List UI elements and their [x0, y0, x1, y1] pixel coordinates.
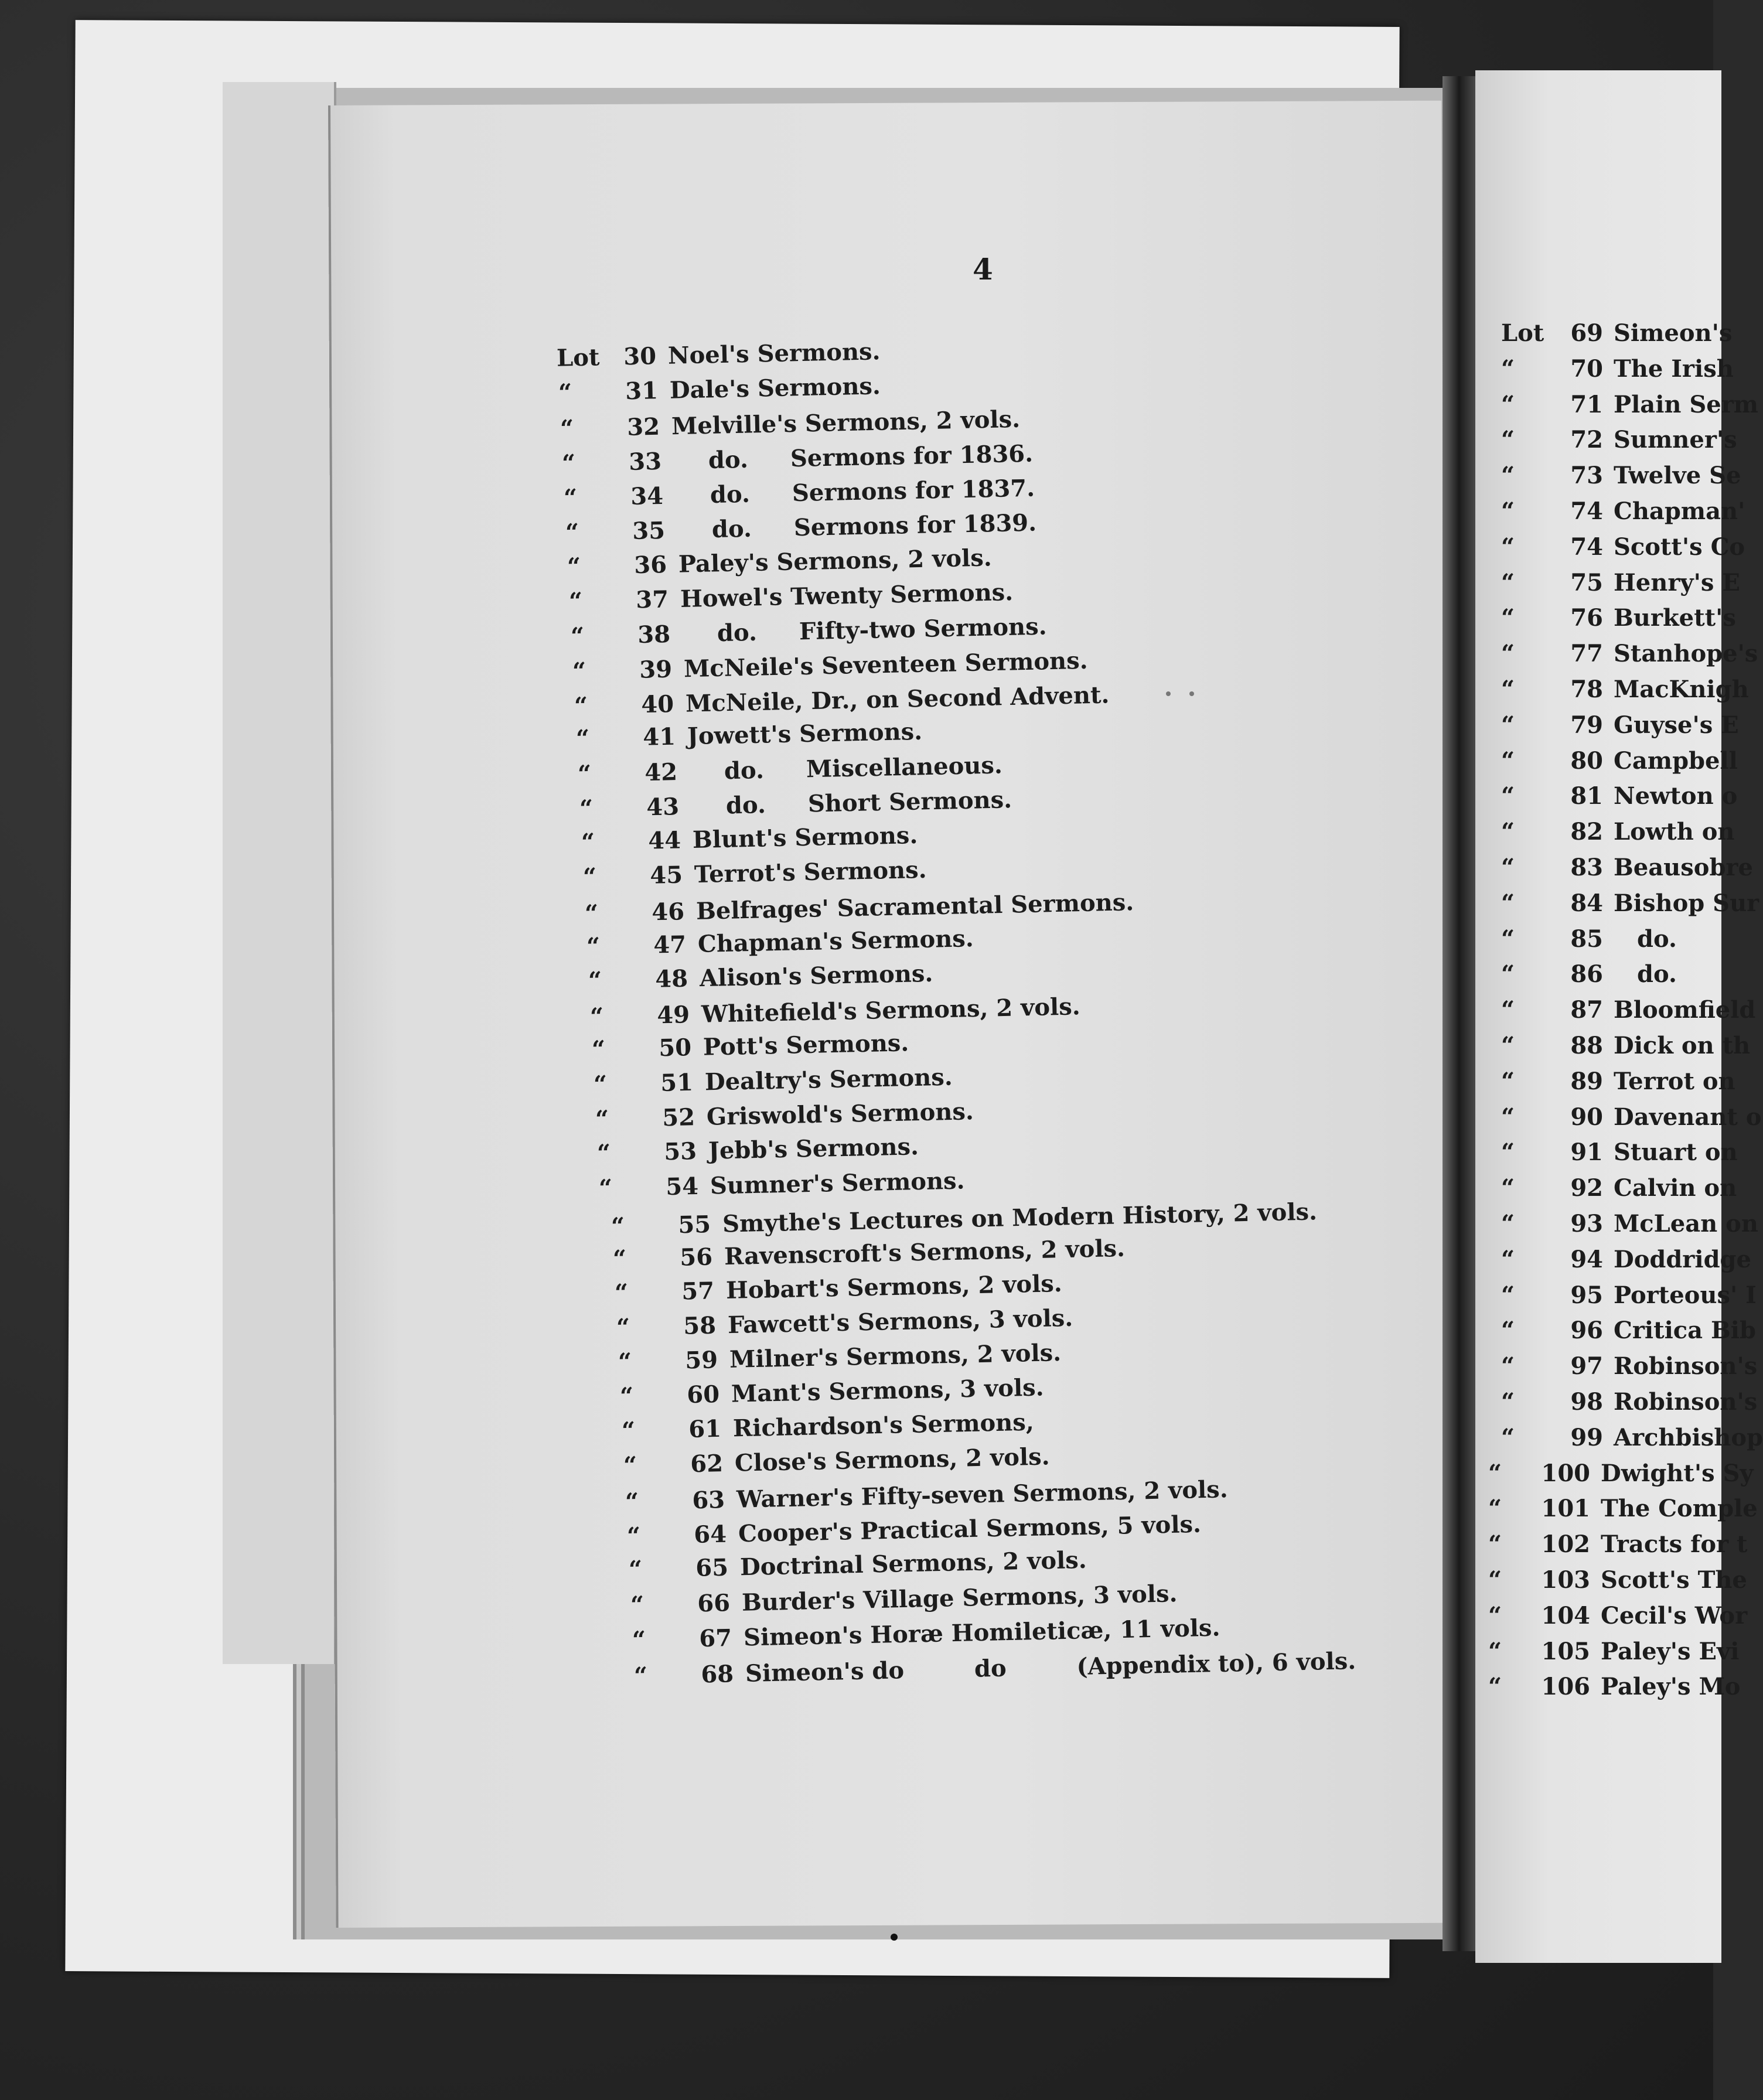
lot-number: 102 — [1541, 1530, 1590, 1559]
lot-title: Sumner's Sermons. — [710, 1167, 965, 1200]
lot-title: Dick on th — [1614, 1032, 1751, 1059]
lot-prefix: “ — [595, 1105, 609, 1133]
lot-title: Sumner's — [1614, 426, 1737, 454]
lot-number: 81 — [1570, 782, 1603, 810]
lot-prefix: “ — [1501, 1032, 1515, 1059]
lot-prefix: “ — [621, 1416, 636, 1445]
lot-entry — [1501, 1103, 1761, 1131]
lot-number: 64 — [693, 1520, 727, 1549]
lot-number: 106 — [1541, 1673, 1590, 1701]
lot-entry — [1488, 1495, 1758, 1523]
lot-prefix: “ — [1501, 1352, 1515, 1380]
lot-prefix: “ — [589, 1003, 604, 1031]
lot-prefix: “ — [1501, 354, 1515, 383]
lot-title: McLean on — [1614, 1210, 1758, 1238]
ditto-mark: do. — [710, 480, 751, 509]
lot-number: 70 — [1570, 354, 1603, 383]
lot-number: 32 — [626, 412, 660, 441]
lot-entry — [1501, 1032, 1750, 1060]
lot-title: do. — [1637, 925, 1677, 953]
lot-entry — [1501, 569, 1740, 597]
lot-entry — [1501, 889, 1759, 918]
lot-prefix: “ — [563, 483, 578, 512]
lot-prefix: “ — [612, 1245, 627, 1273]
lot-number: 55 — [677, 1211, 711, 1239]
lot-number: 91 — [1570, 1138, 1603, 1167]
lot-number: 65 — [695, 1553, 729, 1582]
lot-entry — [1501, 1068, 1735, 1096]
lot-number: 71 — [1570, 390, 1603, 418]
right-page-clip — [1475, 0, 1763, 2100]
lot-prefix: “ — [1488, 1530, 1502, 1559]
lot-entry — [1501, 1281, 1757, 1310]
lot-number: 93 — [1570, 1210, 1603, 1238]
lot-number: 99 — [1570, 1423, 1603, 1451]
lot-title: Campbell — [1614, 746, 1738, 775]
lot-prefix: “ — [1501, 925, 1515, 953]
lot-number: 89 — [1570, 1067, 1603, 1095]
lot-title: Henry's E — [1614, 568, 1740, 596]
lot-entry — [1488, 1460, 1754, 1488]
lot-title: McNeile's Seventeen Sermons. — [683, 646, 1088, 683]
lot-number: 92 — [1570, 1174, 1603, 1202]
lot-number: 75 — [1570, 568, 1603, 596]
lot-number: 62 — [690, 1450, 724, 1478]
lot-entry — [1501, 676, 1749, 704]
lot-number: 35 — [632, 516, 666, 546]
lot-prefix: “ — [1501, 1174, 1515, 1202]
lot-number: 73 — [1570, 462, 1603, 490]
page-number: 4 — [973, 252, 993, 287]
ditto-mark: do. — [717, 618, 758, 647]
lot-number: 78 — [1570, 676, 1603, 703]
lot-entry — [1501, 854, 1753, 882]
lot-title: Chapman' — [1614, 497, 1745, 525]
lot-prefix: “ — [577, 760, 592, 788]
lot-entry — [1501, 604, 1736, 632]
lot-number: 72 — [1570, 426, 1603, 454]
lot-title: MacKnigh — [1614, 676, 1749, 703]
lot-prefix: “ — [1501, 711, 1515, 739]
print-speck — [891, 1934, 898, 1941]
lot-prefix: “ — [611, 1212, 625, 1240]
lot-entry — [1501, 996, 1755, 1024]
lot-title: The Comple — [1601, 1495, 1758, 1523]
lot-title: Beausobre — [1614, 854, 1753, 881]
lot-title: Doddridge — [1614, 1245, 1751, 1273]
lot-number: 37 — [635, 585, 669, 614]
lot-prefix: “ — [1501, 818, 1515, 846]
lot-entry — [1488, 1638, 1739, 1666]
lot-prefix: “ — [633, 1662, 648, 1690]
lot-prefix: “ — [625, 1488, 639, 1516]
lot-prefix: “ — [1501, 1103, 1515, 1131]
lot-title: Warner's Fifty-seven Sermons, 2 vols. — [736, 1475, 1229, 1513]
lot-number: 45 — [649, 861, 683, 889]
lot-title: Paley's Evi — [1601, 1637, 1740, 1665]
lot-title: Milner's Sermons, 2 vols. — [729, 1339, 1062, 1373]
lot-prefix: “ — [596, 1139, 611, 1167]
lot-prefix: “ — [1488, 1495, 1502, 1523]
lot-prefix: “ — [619, 1382, 634, 1410]
lot-entry — [1501, 533, 1745, 561]
lot-title: Critica Bib — [1614, 1317, 1756, 1345]
lot-title: Jowett's Sermons. — [687, 717, 923, 751]
lot-title: Cooper's Practical Sermons, 5 vols. — [738, 1510, 1202, 1548]
lot-title: Noel's Sermons. — [667, 338, 881, 370]
lot-title: Guyse's E — [1614, 711, 1739, 739]
lot-title: Archbishop — [1614, 1423, 1763, 1451]
lot-entry — [1501, 1138, 1738, 1167]
lot-title: Miscellaneous. — [806, 751, 1003, 783]
lot-number: 103 — [1541, 1566, 1590, 1594]
lot-number: 61 — [688, 1414, 722, 1443]
lot-title: Stanhope's — [1614, 640, 1758, 668]
lot-prefix: “ — [1501, 533, 1515, 561]
lot-prefix: “ — [565, 518, 579, 547]
lot-prefix: “ — [1501, 960, 1515, 988]
lot-number: 76 — [1570, 604, 1603, 632]
lot-title: Robinson's — [1614, 1352, 1758, 1380]
lot-prefix: “ — [618, 1348, 632, 1376]
lot-prefix: “ — [558, 379, 572, 407]
lot-prefix: “ — [1501, 1388, 1515, 1416]
lot-prefix: “ — [632, 1626, 646, 1654]
lot-entry — [1501, 1174, 1737, 1202]
lot-title: Dale's Sermons. — [669, 372, 881, 404]
lot-title: Smythe's Lectures on Modern History, 2 vols. — [722, 1198, 1318, 1238]
lot-title: Tracts for t — [1601, 1530, 1748, 1559]
ditto-mark: do. — [725, 791, 766, 820]
lot-prefix: “ — [579, 795, 594, 823]
lot-number: 80 — [1570, 746, 1603, 775]
lot-title: Dwight's Sy — [1601, 1459, 1754, 1487]
lot-prefix: “ — [581, 828, 595, 857]
lot-number: 105 — [1541, 1637, 1590, 1665]
lot-title: Scott's Co — [1614, 533, 1745, 561]
lot-title: Paley's Mo — [1601, 1673, 1741, 1701]
lot-entry — [1501, 319, 1732, 347]
lot-entry — [1488, 1602, 1747, 1630]
lot-prefix: “ — [1501, 996, 1515, 1024]
lot-title: Twelve Se — [1614, 462, 1741, 490]
lot-title: Griswold's Sermons. — [706, 1097, 974, 1131]
lot-prefix: “ — [575, 724, 590, 753]
lot-title: Davenant o — [1614, 1103, 1762, 1131]
lot-title: Paley's Sermons, 2 vols. — [678, 544, 993, 578]
lot-title: Mant's Sermons, 3 vols. — [731, 1373, 1045, 1408]
lot-title: do. — [1637, 960, 1677, 988]
lot-entry — [1501, 1352, 1757, 1380]
lot-number: 79 — [1570, 711, 1603, 739]
lot-title: Newton o — [1614, 782, 1738, 810]
lot-title: Melville's Sermons, 2 vols. — [671, 405, 1021, 441]
lot-title: Simeon's Horæ Homileticæ, 11 vols. — [743, 1614, 1220, 1652]
lot-prefix: “ — [1501, 497, 1515, 525]
lot-number: 51 — [660, 1068, 694, 1097]
lot-prefix: “ — [588, 966, 602, 995]
lot-number: 48 — [654, 964, 688, 993]
lot-number: 30 — [623, 342, 657, 371]
lot-number: 63 — [691, 1486, 725, 1515]
lot-number: 77 — [1570, 640, 1603, 668]
lot-number: 49 — [656, 1001, 690, 1029]
lot-prefix: “ — [1501, 640, 1515, 668]
lot-title: Sermons for 1839. — [793, 509, 1037, 542]
lot-entry — [1501, 1317, 1756, 1345]
lot-number: 54 — [665, 1172, 699, 1201]
lot-prefix: “ — [1488, 1566, 1502, 1594]
lot-prefix: “ — [1501, 676, 1515, 703]
lot-entry — [1501, 1388, 1757, 1416]
lot-entry — [1501, 782, 1737, 810]
lot-prefix: “ — [626, 1522, 641, 1550]
lot-title: Burkett's — [1614, 604, 1736, 632]
lot-number: 57 — [681, 1277, 715, 1305]
lot-prefix: “ — [582, 862, 597, 891]
lot-number: 84 — [1570, 889, 1603, 917]
lot-number: 69 — [1570, 319, 1603, 347]
lot-number: 95 — [1570, 1281, 1603, 1309]
lot-prefix: “ — [1501, 1317, 1515, 1345]
lot-entry — [1488, 1566, 1747, 1594]
lot-number: 53 — [663, 1137, 697, 1166]
lot-prefix: Lot — [556, 343, 600, 372]
lot-number: 101 — [1541, 1495, 1590, 1523]
lot-title: Close's Sermons, 2 vols. — [734, 1443, 1050, 1477]
lot-number: 74 — [1570, 497, 1603, 525]
lot-title: Dealtry's Sermons. — [704, 1063, 953, 1096]
lot-number: 52 — [661, 1103, 695, 1132]
lot-prefix: “ — [574, 692, 588, 720]
lot-title-ditto: do — [974, 1654, 1007, 1683]
lot-entry — [1501, 391, 1758, 419]
lot-title: Alison's Sermons. — [699, 959, 933, 993]
lot-prefix: “ — [584, 899, 599, 928]
lot-title: Stuart on — [1614, 1138, 1738, 1167]
lot-number: 31 — [625, 377, 659, 405]
lot-number: 90 — [1570, 1103, 1603, 1131]
lot-number: 83 — [1570, 854, 1603, 881]
lot-title: Short Sermons. — [807, 786, 1012, 818]
lot-prefix: “ — [591, 1035, 606, 1063]
lot-title: Scott's The — [1601, 1566, 1747, 1594]
lot-prefix: “ — [614, 1279, 629, 1307]
lot-title: Chapman's Sermons. — [697, 925, 974, 958]
lot-number: 44 — [647, 826, 681, 855]
lot-title: Burder's Village Sermons, 3 vols. — [741, 1580, 1178, 1617]
lot-prefix: “ — [568, 587, 583, 615]
lot-number: 46 — [651, 898, 685, 926]
lot-prefix: “ — [1488, 1601, 1502, 1629]
lot-number: 100 — [1541, 1459, 1590, 1487]
lot-prefix: “ — [586, 932, 601, 960]
lot-number: 56 — [679, 1243, 713, 1271]
print-speck — [1189, 691, 1194, 696]
lot-number: 59 — [684, 1346, 718, 1375]
lot-prefix: “ — [1488, 1459, 1502, 1487]
lot-prefix: “ — [1501, 1281, 1515, 1309]
lot-prefix: “ — [1501, 426, 1515, 454]
lot-prefix: “ — [567, 553, 581, 581]
lot-title: Sermons for 1837. — [792, 474, 1035, 507]
lot-number: 82 — [1570, 818, 1603, 846]
lot-entry — [1488, 1673, 1740, 1701]
lot-prefix: “ — [616, 1313, 630, 1342]
lot-number: 86 — [1570, 960, 1603, 988]
lot-number: 87 — [1570, 996, 1603, 1024]
lot-entry — [1488, 1530, 1748, 1559]
ditto-mark: do. — [708, 445, 749, 475]
lot-prefix: “ — [1501, 782, 1515, 810]
lot-prefix: “ — [1501, 746, 1515, 775]
lot-number: 47 — [653, 930, 687, 959]
lot-number: 42 — [644, 758, 678, 787]
lot-title: Belfrages' Sacramental Sermons. — [695, 888, 1134, 925]
lot-number: 41 — [642, 722, 676, 751]
lot-prefix: “ — [623, 1451, 637, 1479]
lot-title: Jebb's Sermons. — [708, 1133, 919, 1165]
lot-prefix: “ — [1501, 1067, 1515, 1095]
lot-number: 43 — [646, 793, 680, 821]
lot-number: 36 — [633, 551, 667, 579]
lot-prefix: “ — [572, 657, 586, 686]
lot-title: The Irish — [1614, 354, 1734, 383]
lot-entry — [1501, 818, 1734, 846]
lot-title: Lowth on — [1614, 818, 1735, 846]
lot-title: Howel's Twenty Sermons. — [680, 578, 1014, 613]
lot-entry — [1501, 355, 1734, 383]
lot-number: 98 — [1570, 1388, 1603, 1416]
lot-number: 34 — [630, 482, 664, 511]
lot-number: 50 — [658, 1034, 692, 1062]
lot-number: 58 — [683, 1311, 717, 1340]
lot-prefix: “ — [561, 449, 576, 478]
lot-prefix: “ — [1501, 604, 1515, 632]
lot-title: Simeon's do — [745, 1656, 905, 1688]
lot-prefix: “ — [1501, 854, 1515, 881]
lot-title: Porteous' I — [1614, 1281, 1757, 1309]
lot-prefix: “ — [628, 1555, 643, 1584]
lot-prefix: Lot — [1501, 319, 1544, 347]
lot-prefix: “ — [1501, 1423, 1515, 1451]
ditto-mark: do. — [711, 514, 752, 544]
lot-title-appendix: (Appendix to), 6 vols. — [1076, 1647, 1356, 1681]
lot-title: McNeile, Dr., on Second Advent. — [685, 681, 1110, 718]
lot-prefix: “ — [1501, 390, 1515, 418]
lot-prefix: “ — [1501, 1210, 1515, 1238]
lot-prefix: “ — [1501, 568, 1515, 596]
lot-number: 67 — [698, 1624, 732, 1653]
lot-title: Cecil's Wor — [1601, 1601, 1748, 1629]
lot-prefix: “ — [560, 414, 574, 443]
lot-title: Blunt's Sermons. — [692, 821, 918, 854]
lot-entry — [1501, 1210, 1758, 1238]
lot-entry — [1501, 960, 1677, 988]
lot-entry — [1501, 497, 1745, 526]
lot-prefix: “ — [1501, 1138, 1515, 1167]
lot-title: Terrot's Sermons. — [694, 855, 927, 889]
lot-title: Whitefield's Sermons, 2 vols. — [701, 993, 1081, 1028]
lot-entry — [1501, 640, 1758, 668]
lot-prefix: “ — [630, 1591, 644, 1619]
ditto-mark: do. — [724, 756, 765, 785]
lot-number: 88 — [1570, 1032, 1603, 1059]
lot-prefix: “ — [598, 1174, 613, 1202]
lot-prefix: “ — [593, 1070, 608, 1099]
lot-number: 39 — [639, 655, 673, 684]
lot-title: Sermons for 1836. — [790, 439, 1034, 473]
lot-prefix: “ — [1501, 462, 1515, 490]
lot-title: Fifty-two Sermons. — [799, 612, 1047, 646]
lot-number: 66 — [697, 1589, 731, 1618]
print-speck — [1166, 691, 1171, 696]
lot-prefix: “ — [1488, 1673, 1502, 1701]
lot-entry — [1501, 1246, 1751, 1274]
lot-number: 33 — [628, 447, 662, 476]
lot-title: Hobart's Sermons, 2 vols. — [725, 1270, 1063, 1305]
lot-title: Bloomfield — [1614, 996, 1756, 1024]
lot-prefix: “ — [1501, 889, 1515, 917]
lot-prefix: “ — [1488, 1637, 1502, 1665]
lot-title: Plain Serm — [1614, 390, 1759, 418]
lot-title: Bishop Sur — [1614, 889, 1759, 917]
lot-title: Ravenscroft's Sermons, 2 vols. — [724, 1234, 1126, 1271]
lot-title: Robinson's — [1614, 1388, 1758, 1416]
lot-title: Doctrinal Sermons, 2 vols. — [739, 1546, 1087, 1581]
lot-entry — [1501, 1424, 1763, 1452]
lot-number: 74 — [1570, 533, 1603, 561]
lot-entry — [1501, 711, 1739, 739]
lot-entry — [1501, 925, 1677, 953]
lot-number: 96 — [1570, 1317, 1603, 1345]
lot-title: Pott's Sermons. — [703, 1029, 909, 1061]
lot-title: Simeon's — [1614, 319, 1733, 347]
lot-prefix: “ — [570, 622, 585, 650]
lot-entry — [1501, 747, 1738, 775]
lot-number: 38 — [637, 620, 671, 649]
lot-entry — [1501, 462, 1741, 490]
lot-number: 60 — [686, 1380, 720, 1409]
lot-number: 97 — [1570, 1352, 1603, 1380]
lot-number: 68 — [700, 1660, 734, 1689]
lot-title: Fawcett's Sermons, 3 vols. — [727, 1304, 1073, 1339]
lot-number: 40 — [640, 690, 674, 719]
lot-title: Richardson's Sermons, — [732, 1408, 1035, 1443]
lot-prefix: “ — [1501, 1245, 1515, 1273]
lot-number: 104 — [1541, 1601, 1590, 1629]
lot-entry — [1501, 426, 1737, 454]
lot-title: Terrot on — [1614, 1067, 1735, 1095]
lot-number: 94 — [1570, 1245, 1603, 1273]
lot-number: 85 — [1570, 925, 1603, 953]
lot-title: Calvin on — [1614, 1174, 1737, 1202]
